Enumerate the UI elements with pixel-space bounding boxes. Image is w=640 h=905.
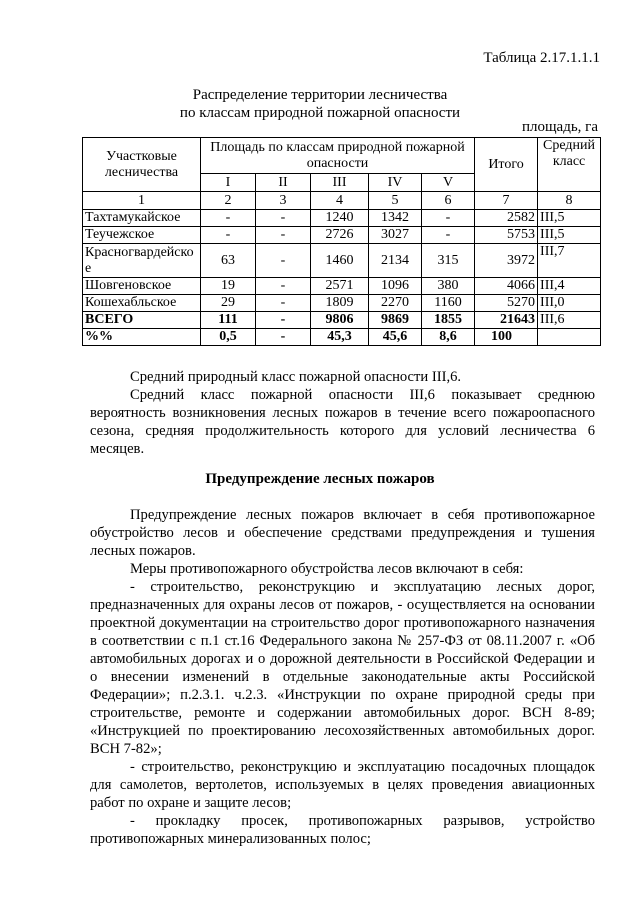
column-number: 2 [201,192,256,210]
cell: III,5 [538,210,601,227]
cell: - [256,329,311,346]
cell: - [422,227,475,244]
cell: ВСЕГО [83,312,201,329]
cell: III,6 [538,312,601,329]
cell: 29 [201,295,256,312]
summary-paragraph: Средний класс пожарной опасности III,6 показывает среднюю вероятность возникновения лесных пожаров в течение всего пожароопасного сезона, средняя продолжительность которого для условий лесничества 6 месяцев. [90,387,595,457]
column-number: 5 [369,192,422,210]
column-number: 6 [422,192,475,210]
cell: - [256,295,311,312]
cell: 5753 [475,227,538,244]
table-row [83,295,601,312]
cell: 5270 [475,295,538,312]
table-row [83,278,601,295]
header-area-by-class: Площадь по классам природной пожарной опасности [201,138,475,174]
cell: 315 [422,244,475,278]
table-row-percent [83,329,601,346]
cell: 1240 [311,210,369,227]
cell: III,5 [538,227,601,244]
cell: Шовгеновское [83,278,201,295]
paragraph: Меры противопожарного обустройства лесов включают в себя: [130,561,524,577]
cell: III,4 [538,278,601,295]
table-title-line-1: Распределение территории лесничества [192,87,448,103]
paragraph: Предупреждение лесных пожаров включает в себя противопожарное обустройство лесов и обеспечение средствами предупреждения и тушения лесных пожаров. [90,507,595,559]
cell: 2270 [369,295,422,312]
header-district: Участковые лесничества [83,138,201,192]
cell [538,329,601,346]
header-avg-class: Средний класс [538,138,601,192]
cell: 1160 [422,295,475,312]
cell: - [256,210,311,227]
cell: 2582 [475,210,538,227]
cell: Кошехабльское [83,295,201,312]
paragraph: - прокладку просек, противопожарных разрывов, устройство противопожарных минерализованных полос; [90,813,595,847]
column-number: 3 [256,192,311,210]
cell: - [256,227,311,244]
cell: 9869 [369,312,422,329]
cell: - [201,227,256,244]
paragraph: - строительство, реконструкцию и эксплуатацию посадочных площадок для самолетов, вертолетов, используемых в целях проведения авиационных работ по охране и защите лесов; [90,759,595,811]
cell: 1342 [369,210,422,227]
table-number: Таблица 2.17.1.1.1 [483,50,600,66]
fire-danger-table [82,137,601,346]
cell: III,0 [538,295,601,312]
table-row-total [83,312,601,329]
cell: 21643 [475,312,538,329]
cell: 9806 [311,312,369,329]
cell: 8,6 [422,329,475,346]
units-label: площадь, га [521,119,598,135]
summary-block [90,368,595,458]
header-class-i: I [201,174,256,192]
header-total: Итого [475,138,538,192]
cell: 63 [201,244,256,278]
cell: Тахтамукайское [83,210,201,227]
header-class-iii: III [311,174,369,192]
cell: 1855 [422,312,475,329]
section-heading: Предупреждение лесных пожаров [205,471,435,487]
column-number: 7 [475,192,538,210]
cell: 45,6 [369,329,422,346]
table-row [83,227,601,244]
cell: Красногвардейское [83,244,201,278]
cell: Теучежское [83,227,201,244]
table-row [83,244,601,278]
cell: 100 [475,329,538,346]
cell: 380 [422,278,475,295]
cell: 2134 [369,244,422,278]
cell: 0,5 [201,329,256,346]
cell: - [256,278,311,295]
table-title-line-2: по классам природной пожарной опасности [179,105,461,121]
cell: 2726 [311,227,369,244]
cell: - [256,312,311,329]
cell: 45,3 [311,329,369,346]
cell: III,7 [538,244,601,278]
cell: 3027 [369,227,422,244]
cell: 1460 [311,244,369,278]
cell: - [422,210,475,227]
cell: 3972 [475,244,538,278]
summary-line: Средний природный класс пожарной опасности III,6. [130,369,462,385]
cell: 1096 [369,278,422,295]
table-row [83,210,601,227]
cell: %% [83,329,201,346]
header-class-iv: IV [369,174,422,192]
body-text [90,506,595,848]
cell: 2571 [311,278,369,295]
cell: 19 [201,278,256,295]
cell: - [256,244,311,278]
cell: 111 [201,312,256,329]
paragraph: - строительство, реконструкцию и эксплуатацию лесных дорог, предназначенных для охраны лесов от пожаров, - осуществляется на основании проектной документации на строительство дорог противопожарного назначения в соответствии с п.1 ст.16 Федерального закона № 257-ФЗ от 08.11.2007 г. «Об автомобильных дорогах и о дорожной деятельности в Российской Федерации и о внесении изменений в отдельные законодательные акты Российской Федерации»; п.2.3.1. ч.2.3. «Инструкции по охране природной среды при строительстве, ремонте и содержании автомобильных дорог. ВСН 8-89; «Инструкцией по проектированию лесохозяйственных автомобильных дорог. ВСН 7-82»; [90,579,595,757]
column-numbers-row [83,192,601,210]
cell: 4066 [475,278,538,295]
header-class-ii: II [256,174,311,192]
header-class-v: V [422,174,475,192]
cell: - [201,210,256,227]
column-number: 4 [311,192,369,210]
column-number: 8 [538,192,601,210]
column-number: 1 [83,192,201,210]
cell: 1809 [311,295,369,312]
